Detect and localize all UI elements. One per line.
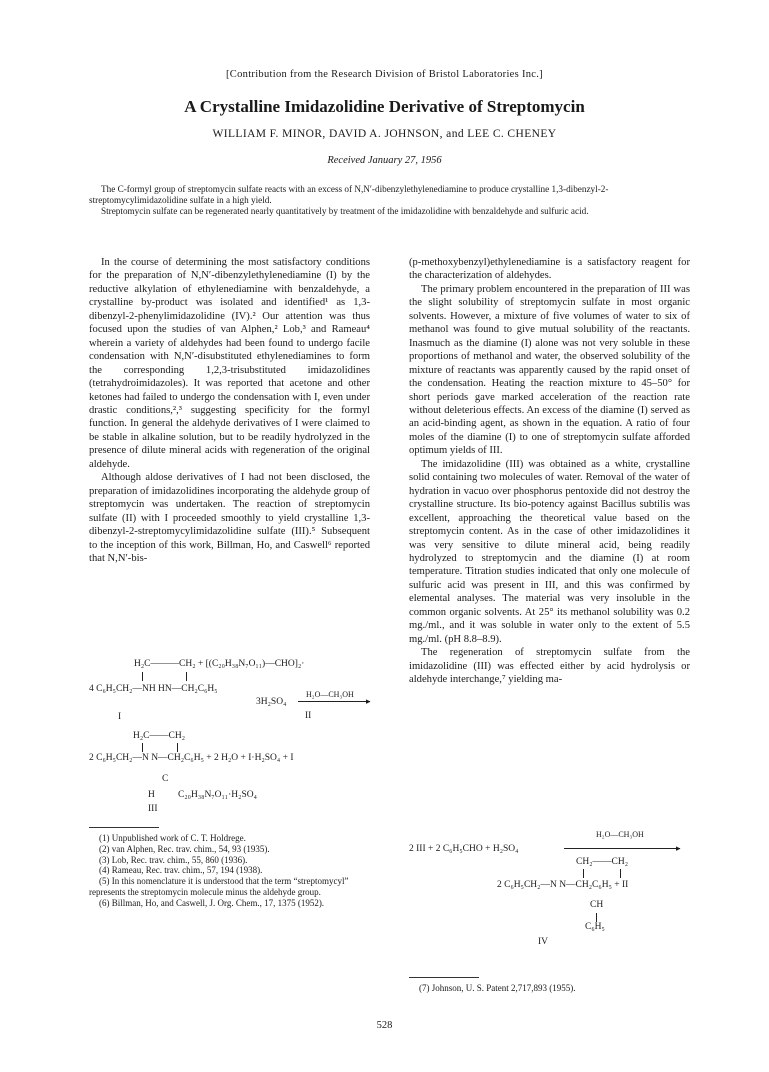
reaction-arrow	[564, 848, 680, 849]
abstract-paragraph: Streptomycin sulfate can be regenerated nearly quantitatively by treatment of the imidazolidine with benzaldehyde and sulfuric acid.	[101, 206, 589, 216]
equation2-ch: CH	[590, 900, 604, 910]
equation1-carbon: C	[162, 774, 169, 784]
compound-label-II: II	[305, 711, 312, 721]
body-paragraph: (p-methoxybenzyl)ethylenediamine is a satisfactory reagent for the characterization of aldehydes.	[409, 257, 690, 282]
arrow-head-icon: ▸	[676, 843, 681, 853]
abstract	[89, 184, 691, 217]
equation2-conditions: H₂O—CH₃OH	[596, 830, 644, 839]
footnote: (6) Billman, Ho, and Caswell, J. Org. Chem., 17, 1375 (1952).	[99, 897, 325, 908]
equation1-substituent: C₂₀H₃₈N₇O₁₁·H₂SO₄	[178, 790, 257, 800]
body-paragraph: The imidazolidine (III) was obtained as a white, crystalline solid containing two molecules of water. Removal of the water of hydration in vacuo over phosphorus pentoxide did not destroy the crystalline structure. Its bio-potency against Bacillus subtilis was excellent, approaching the theoretical value based on the streptomycin content. As in the case of other imidazolidines it was very sensitive to dilute mineral acid, being readily hydrolyzed to streptomycin and the diamine (I) at room temperature. Titration studies indicated that only one molecule of sulfuric acid was present in III, and this was confirmed by elemental analyses. The material was very insoluble in the common organic solvents. At 25° its methanol solubility was 0.2 mg./ml., and it was soluble in water only to the extent of 5.5 mg./ml. (pH 8.8–8.9).	[409, 458, 690, 645]
equation1-hydrogen: H	[148, 790, 155, 800]
footnote: (2) van Alphen, Rec. trav. chim., 54, 93 (1935).	[99, 843, 270, 854]
footnote: (7) Johnson, U. S. Patent 2,717,893 (1955).	[419, 983, 576, 993]
body-column-right	[409, 256, 690, 687]
page-number: 528	[376, 1020, 393, 1031]
abstract-paragraph: The C-formyl group of streptomycin sulfate reacts with an excess of N,N′-dibenzylethylenediamine to produce crystalline 1,3-dibenzyl-2-streptomycylimidazolidine sulfate in a high yield.	[89, 184, 609, 205]
body-paragraph: The regeneration of streptomycin sulfate from the imidazolidine (III) was effected either by acid hydrolysis or aldehyde interchange,⁷ yielding ma-	[409, 647, 690, 686]
arrow-head-icon: ▸	[366, 696, 371, 706]
footnote: (4) Rameau, Rec. trav. chim., 57, 194 (1938).	[99, 865, 263, 876]
equation1-conditions: H₂O—CH₃OH	[306, 690, 354, 699]
equation1-product: 2 C₆H₅CH₂—N N—CH₂C₆H₅ + 2 H₂O + I·H₂SO₄ + I	[89, 753, 294, 763]
equation1-line1: H₂C———CH₂ + [(C₂₀H₃₈N₇O₁₁)—CHO]₂·	[134, 659, 305, 669]
article-title: A Crystalline Imidazolidine Derivative of Streptomycin	[184, 97, 585, 116]
equation2-ring-top: CH₂——CH₂	[576, 857, 629, 867]
authors: WILLIAM F. MINOR, DAVID A. JOHNSON, and LEE C. CHENEY	[212, 128, 557, 140]
body-paragraph: In the course of determining the most satisfactory conditions for the preparation of N,N′-dibenzylethylenediamine (I) by the reductive alkylation of ethylenediamine with benzaldehyde, a crystalline by-product was isolated and identified¹ as 1,3-dibenzyl-2-phenylimidazolidine (IV).² Our attention was thus focused upon the studies of van Alphen,² Lob,³ and Rameau⁴ wherein a variety of aldehydes had been found to undergo facile condensation with N,N′-disubstituted ethylenediamines to form the corresponding 1,2,3-trisubstituted imidazolidines (tetrahydroimidazoles). It was reported that acetone and other ketones had failed to undergo the condensation with I, even under drastic conditions,²,³ suggesting specificity for the formyl function. In general the aldehyde derivatives of I were claimed to be stable in alkaline solution, but to be readily hydrolyzed in the presence of dilute mineral acids with regeneration of the original aldehyde.	[89, 257, 370, 470]
footnotes-right	[409, 983, 690, 994]
equation2-phenyl: C₆H₅	[585, 922, 605, 932]
compound-label-III: III	[148, 804, 158, 814]
footnote-rule	[409, 977, 479, 978]
contribution-line: [Contribution from the Research Division of Bristol Laboratories Inc.]	[226, 69, 543, 80]
footnote-rule	[89, 827, 159, 828]
footnote: (1) Unpublished work of C. T. Holdrege.	[99, 833, 246, 843]
footnote: (3) Lob, Rec. trav. chim., 55, 860 (1936).	[99, 854, 248, 865]
equation2-reactants: 2 III + 2 C₆H₅CHO + H₂SO₄	[409, 844, 519, 854]
equation1-ring-top: H₂C——CH₂	[133, 731, 186, 741]
body-paragraph: Although aldose derivatives of I had not been disclosed, the preparation of imidazolidines incorporating the aldehyde group of streptomycin was undertaken. The reaction of streptomycin sulfate (II) with I proceeded smoothly to yield crystalline 1,3-dibenzyl-2-streptomycylimidazolidine sulfate (III).⁵ Subsequent to the inception of this work, Billman, Ho, and Caswell⁶ reported that N,N′-bis-	[89, 472, 370, 564]
footnotes-left	[89, 833, 370, 909]
received-date: Received January 27, 1956	[327, 155, 442, 166]
body-column-left	[89, 256, 370, 565]
equation1-acid: 3H₂SO₄	[256, 697, 287, 707]
body-paragraph: The primary problem encountered in the preparation of III was the slight solubility of streptomycin sulfate in most organic solvents. However, a mixture of five volumes of water to six of methanol was found to give mutual solubility of the reactants. Inasmuch as the diamine (I) alone was not very soluble in these proportions of methanol and water, the observed solubility of the mixture of reactants was apparently caused by the rapid onset of the condensation. Heating the reaction mixture to 45–50° for short periods gave marked acceleration of the reaction rate without deleterious effects. An excess of the diamine (I) served as an acid-binding agent, as shown in the equation. A ratio of four moles of the diamine (I) to one of streptomycin sulfate afforded optimum yields of III.	[409, 283, 690, 457]
compound-label-I: I	[118, 712, 122, 722]
compound-label-IV: IV	[538, 937, 549, 947]
reaction-arrow	[298, 701, 370, 702]
equation1-line2: 4 C₆H₅CH₂—NH HN—CH₂C₆H₅	[89, 684, 218, 694]
footnote: (5) In this nomenclature it is understood that the term “streptomycyl” represents the streptomycin molecule minus the aldehyde group.	[89, 876, 349, 897]
equation2-product: 2 C₆H₅CH₂—N N—CH₂C₆H₅ + II	[497, 880, 629, 890]
